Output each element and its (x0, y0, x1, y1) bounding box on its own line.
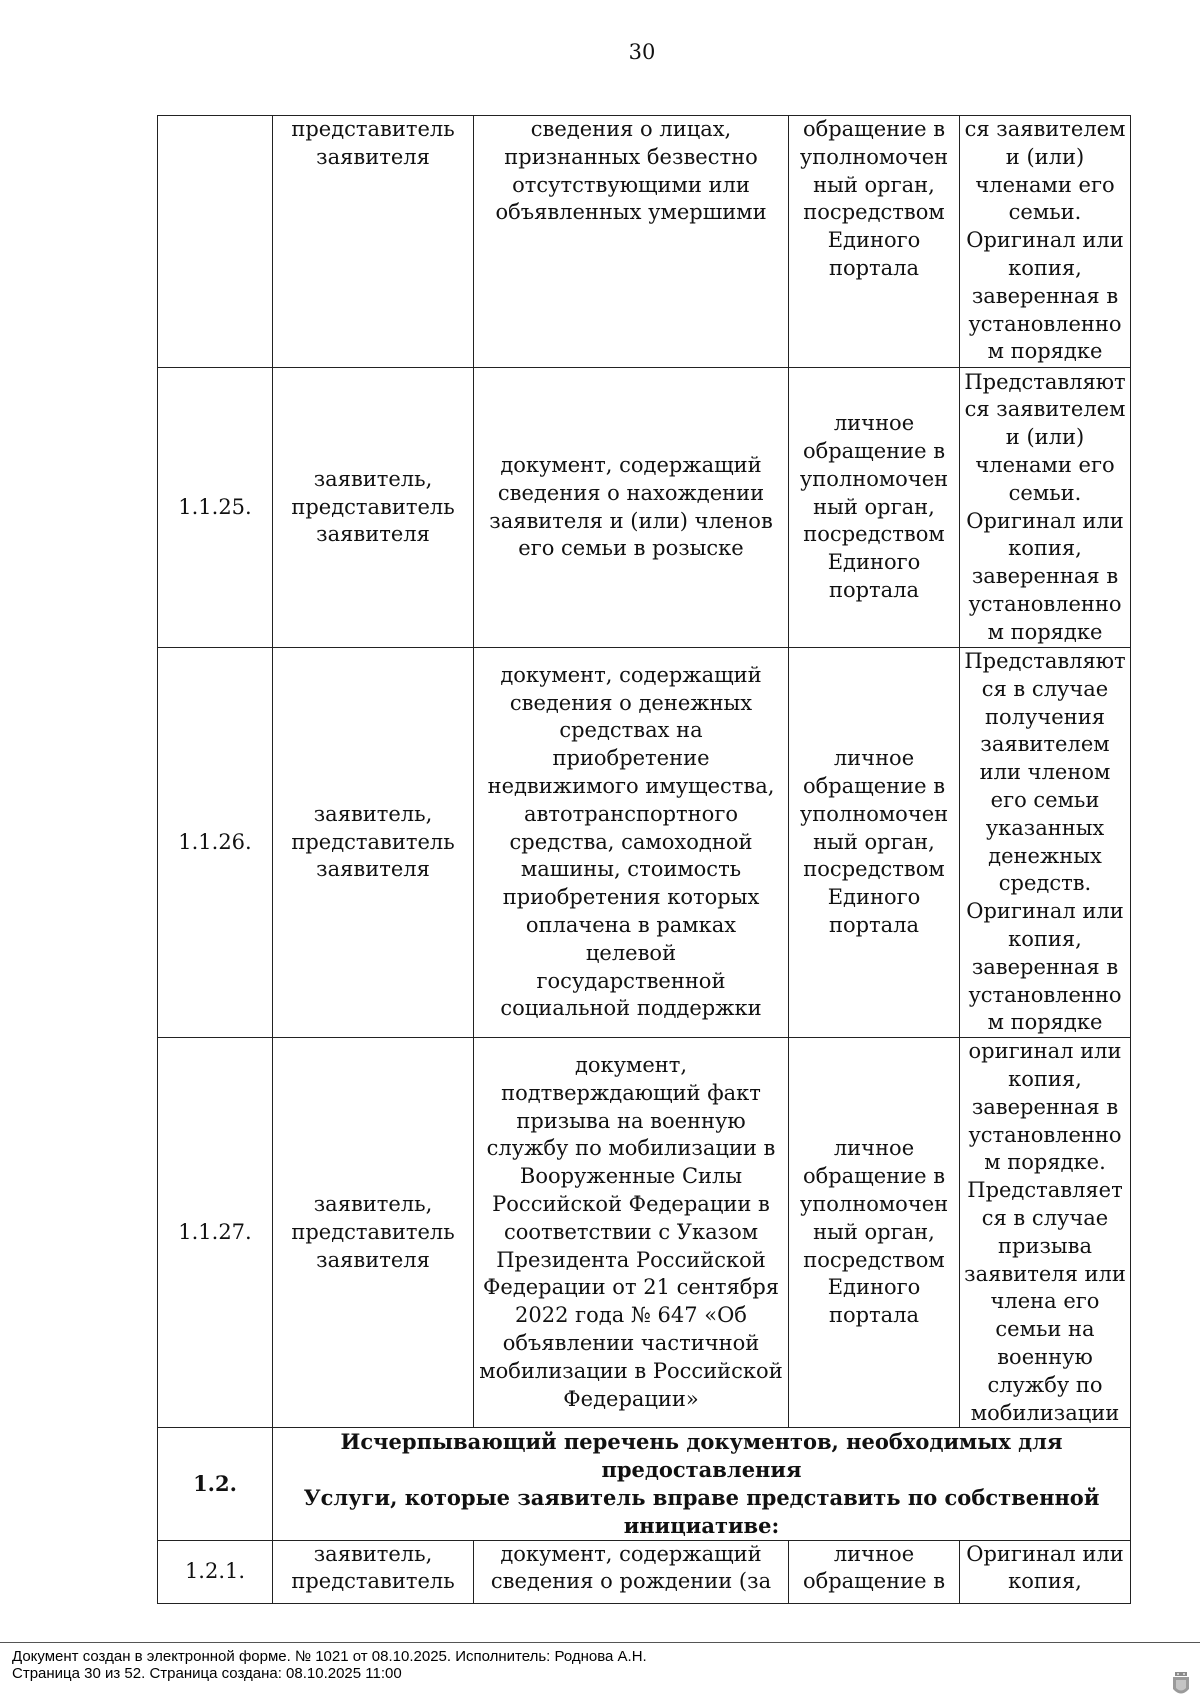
document-cell: документ, содержащий сведения о нахождении заявителя и (или) членов его семьи в розыске (474, 368, 789, 648)
document-cell: сведения о лицах, признанных безвестно отсутствующими или объявленных умершими (474, 116, 789, 368)
method-cell: личное обращение в уполномочен ный орган, посредством Единого портала (789, 1038, 960, 1428)
section-number-cell: 1.2. (158, 1428, 273, 1540)
number-cell: 1.2.1. (158, 1540, 273, 1603)
page-number: 30 (628, 40, 656, 64)
table-row (158, 116, 1131, 368)
note-cell: Представляют ся в случае получения заявителем или членом его семьи указанных денежных средств. Оригинал или копия, заверенная в установленно м порядке (960, 648, 1131, 1038)
method-cell: личное обращение в уполномочен ный орган, посредством Единого портала (789, 368, 960, 648)
number-cell: 1.1.26. (158, 648, 273, 1038)
note-cell: ся заявителем и (или) членами его семьи. Оригинал или копия, заверенная в установленно м порядке (960, 116, 1131, 368)
table-row (158, 1540, 1131, 1603)
document-cell: документ, содержащий сведения о денежных средствах на приобретение недвижимого имущества, автотранспортного средства, самоходной машины, стоимость приобретения которых оплачена в рамках целевой государственной социальной поддержки (474, 648, 789, 1038)
number-cell (158, 116, 273, 368)
method-cell: обращение в уполномочен ный орган, посредством Единого портала (789, 116, 960, 368)
number-cell: 1.1.27. (158, 1038, 273, 1428)
applicant-cell: заявитель, представитель заявителя (273, 1038, 474, 1428)
coat-of-arms-icon (1172, 1672, 1190, 1698)
method-cell: личное обращение в уполномочен ный орган, посредством Единого портала (789, 648, 960, 1038)
documents-table (157, 115, 1131, 1604)
table-row (158, 368, 1131, 648)
table-row (158, 648, 1131, 1038)
applicant-cell: заявитель, представитель заявителя (273, 648, 474, 1038)
footer-line-1: Документ создан в электронной форме. № 1021 от 08.10.2025. Исполнитель: Роднова А.Н. (12, 1648, 647, 1665)
note-cell: Оригинал или копия, (960, 1540, 1131, 1603)
applicant-cell: заявитель, представитель (273, 1540, 474, 1603)
section-row (158, 1428, 1131, 1540)
section-title-cell: Исчерпывающий перечень документов, необходимых для предоставления Услуги, которые заявитель вправе представить по собственной инициативе: (273, 1428, 1131, 1540)
note-cell: оригинал или копия, заверенная в установленно м порядке. Представляет ся в случае призыва заявителя или члена его семьи на военную службу по мобилизации (960, 1038, 1131, 1428)
footer (12, 1648, 647, 1682)
footer-divider (0, 1642, 1200, 1643)
number-cell: 1.1.25. (158, 368, 273, 648)
applicant-cell: представитель заявителя (273, 116, 474, 368)
applicant-cell: заявитель, представитель заявителя (273, 368, 474, 648)
footer-line-2: Страница 30 из 52. Страница создана: 08.10.2025 11:00 (12, 1665, 402, 1682)
method-cell: личное обращение в (789, 1540, 960, 1603)
note-cell: Представляют ся заявителем и (или) членами его семьи. Оригинал или копия, заверенная в установленно м порядке (960, 368, 1131, 648)
table-row (158, 1038, 1131, 1428)
document-cell: документ, содержащий сведения о рождении (за (474, 1540, 789, 1603)
document-cell: документ, подтверждающий факт призыва на военную службу по мобилизации в Вооруженные Силы Российской Федерации в соответствии с Указом Президента Российской Федерации от 21 сентября 2022 года № 647 «Об объявлении частичной мобилизации в Российской Федерации» (474, 1038, 789, 1428)
